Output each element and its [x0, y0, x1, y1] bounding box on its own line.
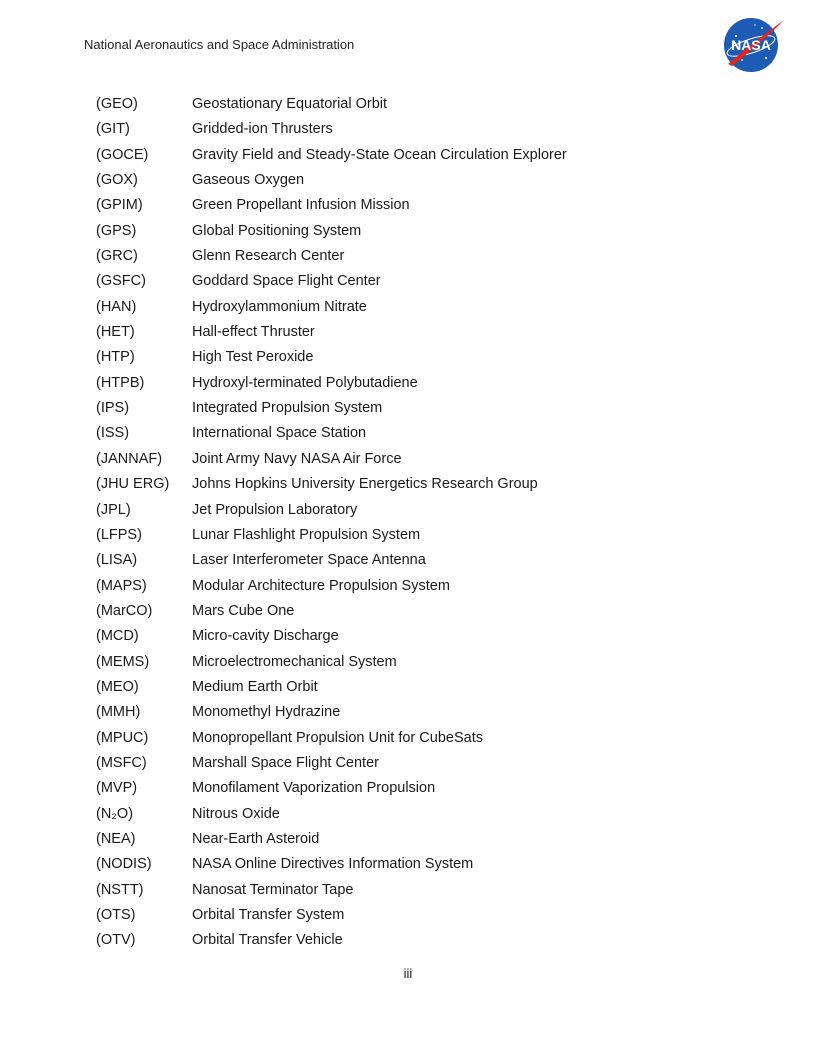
acronym-definition: Joint Army Navy NASA Air Force — [192, 450, 402, 467]
acronym-row — [96, 472, 736, 497]
acronym-definition: Medium Earth Orbit — [192, 678, 318, 695]
acronym-definition: Hall-effect Thruster — [192, 324, 315, 341]
acronym-abbreviation: (OTS) — [96, 907, 136, 923]
logo-text: NASA — [731, 37, 771, 53]
acronym-abbreviation: (MSFC) — [96, 754, 147, 771]
acronym-abbreviation: (IPS) — [96, 400, 130, 417]
acronym-abbreviation: (GSFC) — [96, 273, 146, 290]
acronym-definition: Gridded-ion Thrusters — [192, 121, 333, 138]
acronym-row — [96, 624, 736, 649]
acronym-definition: Glenn Research Center — [192, 248, 345, 265]
acronym-row — [96, 827, 736, 852]
acronym-row — [96, 168, 736, 193]
acronym-abbreviation: (MPUC) — [96, 729, 149, 746]
acronym-abbreviation: (NSTT) — [96, 881, 144, 898]
acronym-abbreviation: (HAN) — [96, 298, 137, 315]
acronym-abbreviation: (N₂O) — [96, 805, 134, 822]
acronym-row — [96, 650, 736, 675]
acronym-list — [96, 92, 736, 954]
acronym-abbreviation: (LFPS) — [96, 526, 142, 543]
acronym-row — [96, 92, 736, 117]
acronym-abbreviation: (GOX) — [96, 172, 138, 189]
acronym-row — [96, 371, 736, 396]
acronym-definition: Hydroxylammonium Nitrate — [192, 298, 367, 315]
acronym-row — [96, 219, 736, 244]
acronym-row — [96, 117, 736, 142]
acronym-abbreviation: (GEO) — [96, 96, 138, 112]
acronym-abbreviation: (LISA) — [96, 552, 138, 569]
acronym-abbreviation: (JHU ERG) — [96, 476, 170, 493]
acronym-row — [96, 345, 736, 370]
acronym-abbreviation: (MMH) — [96, 704, 141, 721]
acronym-abbreviation: (GOCE) — [96, 146, 149, 163]
acronym-abbreviation: (MCD) — [96, 628, 139, 645]
acronym-abbreviation: (HTP) — [96, 349, 135, 366]
acronym-definition: Monomethyl Hydrazine — [192, 704, 341, 721]
acronym-row — [96, 751, 736, 776]
acronym-row — [96, 776, 736, 801]
acronym-row — [96, 447, 736, 472]
acronym-row — [96, 903, 736, 928]
acronym-definition: Lunar Flashlight Propulsion System — [192, 526, 421, 543]
page-number: iii — [403, 966, 413, 981]
acronym-row — [96, 675, 736, 700]
acronym-row — [96, 193, 736, 218]
acronym-row — [96, 928, 736, 953]
acronym-row — [96, 396, 736, 421]
acronym-abbreviation: (ISS) — [96, 425, 130, 442]
acronym-abbreviation: (NODIS) — [96, 856, 152, 873]
acronym-row — [96, 726, 736, 751]
acronym-row — [96, 878, 736, 903]
acronym-definition: Gravity Field and Steady-State Ocean Circulation Explorer — [192, 146, 567, 163]
acronym-definition: Monopropellant Propulsion Unit for CubeSats — [192, 729, 483, 746]
acronym-definition: Nanosat Terminator Tape — [192, 881, 354, 898]
acronym-definition: Laser Interferometer Space Antenna — [192, 552, 426, 569]
acronym-abbreviation: (GIT) — [96, 121, 130, 138]
acronym-definition: Modular Architecture Propulsion System — [192, 577, 450, 594]
acronym-definition: Goddard Space Flight Center — [192, 273, 381, 290]
acronym-definition: Integrated Propulsion System — [192, 400, 383, 417]
acronym-abbreviation: (MVP) — [96, 780, 138, 797]
acronym-row — [96, 269, 736, 294]
acronym-definition: Johns Hopkins University Energetics Research Group — [192, 476, 538, 493]
acronym-definition: Near-Earth Asteroid — [192, 830, 320, 847]
acronym-row — [96, 852, 736, 877]
acronym-abbreviation: (GRC) — [96, 248, 138, 265]
acronym-row — [96, 523, 736, 548]
acronym-definition: Marshall Space Flight Center — [192, 754, 379, 771]
acronym-abbreviation: (JPL) — [96, 501, 131, 518]
acronym-definition: Orbital Transfer Vehicle — [192, 932, 343, 949]
acronym-row — [96, 320, 736, 345]
acronym-definition: Gaseous Oxygen — [192, 172, 305, 189]
acronym-definition: Micro-cavity Discharge — [192, 628, 339, 645]
acronym-abbreviation: (MarCO) — [96, 602, 153, 619]
acronym-definition: Nitrous Oxide — [192, 805, 280, 822]
acronym-abbreviation: (MEMS) — [96, 653, 150, 670]
nasa-logo-icon — [722, 16, 784, 74]
acronym-abbreviation: (MEO) — [96, 678, 139, 695]
acronym-definition: Hydroxyl-terminated Polybutadiene — [192, 374, 418, 391]
acronym-abbreviation: (GPIM) — [96, 197, 143, 214]
acronym-row — [96, 421, 736, 446]
acronym-abbreviation: (GPS) — [96, 222, 137, 239]
acronym-definition: Mars Cube One — [192, 602, 295, 619]
acronym-row — [96, 574, 736, 599]
acronym-row — [96, 143, 736, 168]
acronym-definition: High Test Peroxide — [192, 349, 314, 366]
acronym-abbreviation: (MAPS) — [96, 577, 147, 594]
acronym-row — [96, 599, 736, 624]
acronym-row — [96, 802, 736, 827]
acronym-definition: International Space Station — [192, 425, 367, 442]
acronym-row — [96, 295, 736, 320]
acronym-row — [96, 498, 736, 523]
acronym-abbreviation: (NEA) — [96, 830, 136, 847]
acronym-definition: Geostationary Equatorial Orbit — [192, 96, 388, 112]
acronym-definition: Microelectromechanical System — [192, 653, 397, 670]
acronym-definition: Global Positioning System — [192, 222, 362, 239]
acronym-row — [96, 244, 736, 269]
acronym-abbreviation: (HTPB) — [96, 374, 145, 391]
acronym-row — [96, 548, 736, 573]
acronym-definition: Orbital Transfer System — [192, 907, 345, 923]
acronym-definition: NASA Online Directives Information System — [192, 856, 474, 873]
acronym-definition: Green Propellant Infusion Mission — [192, 197, 410, 214]
header-organization: National Aeronautics and Space Administration — [84, 37, 355, 52]
acronym-abbreviation: (OTV) — [96, 932, 136, 949]
acronym-abbreviation: (HET) — [96, 324, 135, 341]
acronym-abbreviation: (JANNAF) — [96, 450, 163, 467]
acronym-row — [96, 700, 736, 725]
acronym-definition: Monofilament Vaporization Propulsion — [192, 780, 436, 797]
acronym-definition: Jet Propulsion Laboratory — [192, 501, 358, 518]
